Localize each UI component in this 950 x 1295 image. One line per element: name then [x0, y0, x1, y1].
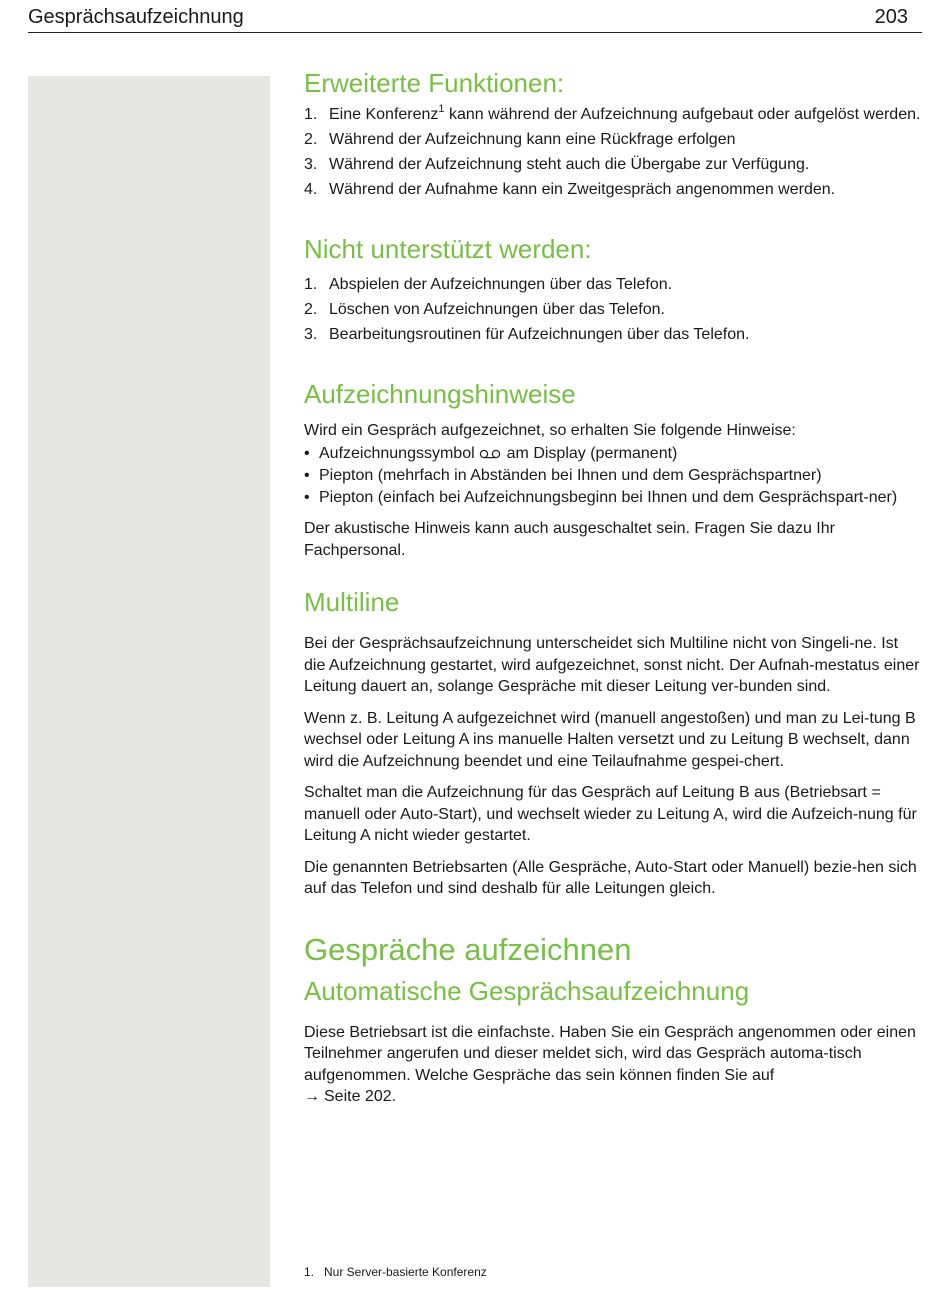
list-item: 1. Eine Konferenz$^1$ kann während der Aufzeichnung aufgebaut oder aufgelöst werden. [304, 103, 921, 123]
section-heading-hinweise: Aufzeichnungshinweise [304, 379, 576, 409]
list-item: 3. Bearbeitungsroutinen für Aufzeichnungen über das Telefon. [304, 326, 750, 343]
recording-icon [479, 444, 501, 466]
list-erweitert [304, 102, 922, 202]
main-content [304, 66, 922, 1108]
header-title: Gesprächsaufzeichnung [28, 6, 244, 28]
list-item: • Piepton (einfach bei Aufzeichnungsbeginn bei Ihnen und dem Gesprächspart-ner) [304, 488, 898, 506]
page-link[interactable]: Seite 202. [324, 1088, 397, 1105]
list-item: 2. Löschen von Aufzeichnungen über das Telefon. [304, 301, 665, 318]
list-nicht [304, 272, 922, 347]
list-hinweise [304, 443, 922, 509]
footnote [304, 1265, 487, 1279]
hinweise-note: Der akustische Hinweis kann auch ausgeschaltet sein. Fragen Sie dazu Ihr Fachpersonal. [304, 520, 835, 559]
section-heading-multiline: Multiline [304, 587, 400, 617]
list-item: 3. Während der Aufzeichnung steht auch die Übergabe zur Verfügung. [304, 156, 810, 173]
arrow-right-icon: → [304, 1088, 320, 1105]
section-heading-erweitert: Erweiterte Funktionen: [304, 68, 565, 98]
list-item: • Aufzeichnungssymbol am Display (permanent) [304, 443, 922, 466]
footnote-text: Nur Server-basierte Konferenz [324, 1265, 487, 1279]
page-number: 203 [874, 6, 908, 28]
multiline-paragraph: Schaltet man die Aufzeichnung für das Gespräch auf Leitung B aus (Betriebsart = manuell oder Auto-Start), und wechselt wieder zu Leitung A, wird die Aufzeich-nung für Leitung A nicht wieder gestartet. [304, 784, 917, 844]
auto-paragraph: Diese Betriebsart ist die einfachste. Haben Sie ein Gespräch angenommen oder einen Teilnehmer angerufen und dieser meldet sich, wird das Gespräch automa-tisch aufgenommen. Welche Gespräche das sein können finden Sie auf → Seite 202. [304, 1022, 922, 1108]
hinweise-intro: Wird ein Gespräch aufgezeichnet, so erhalten Sie folgende Hinweise: [304, 422, 796, 439]
multiline-paragraph: Bei der Gesprächsaufzeichnung unterscheidet sich Multiline nicht von Singeli-ne. Ist die Aufzeichnung gestartet, wird aufgezeichnet, sonst nicht. Der Aufnah-mestatus einer Leitung dauert an, solange Gespräche mit dieser Leitung ver-bunden sind. [304, 635, 920, 695]
multiline-paragraph: Die genannten Betriebsarten (Alle Gespräche, Auto-Start oder Manuell) bezie-hen sich auf das Telefon und sind deshalb für alle Leitungen gleich. [304, 858, 917, 897]
chapter-heading: Gespräche aufzeichnen [304, 931, 632, 967]
footnote-number: 1. [304, 1265, 315, 1279]
subsection-heading: Automatische Gesprächsaufzeichnung [304, 975, 750, 1006]
multiline-paragraph: Wenn z. B. Leitung A aufgezeichnet wird (manuell angestoßen) und man zu Lei-tung B wechsel oder Leitung A ins manuelle Halten versetzt und zu Leitung B wechselt, dann wird die Aufzeichnung beendet und eine Teilaufnahme gespei-chert. [304, 709, 916, 770]
footnote-marker[interactable]: 1 [438, 103, 445, 115]
list-item: 2. Während der Aufzeichnung kann eine Rückfrage erfolgen [304, 131, 736, 148]
page-header [28, 6, 922, 33]
list-item: • Piepton (mehrfach in Abständen bei Ihnen und dem Gesprächspartner) [304, 467, 822, 484]
sidebar-panel [28, 76, 270, 1287]
list-item: 1. Abspielen der Aufzeichnungen über das Telefon. [304, 276, 673, 293]
list-item: 4. Während der Aufnahme kann ein Zweitgespräch angenommen werden. [304, 181, 836, 198]
section-heading-nicht: Nicht unterstützt werden: [304, 234, 592, 264]
